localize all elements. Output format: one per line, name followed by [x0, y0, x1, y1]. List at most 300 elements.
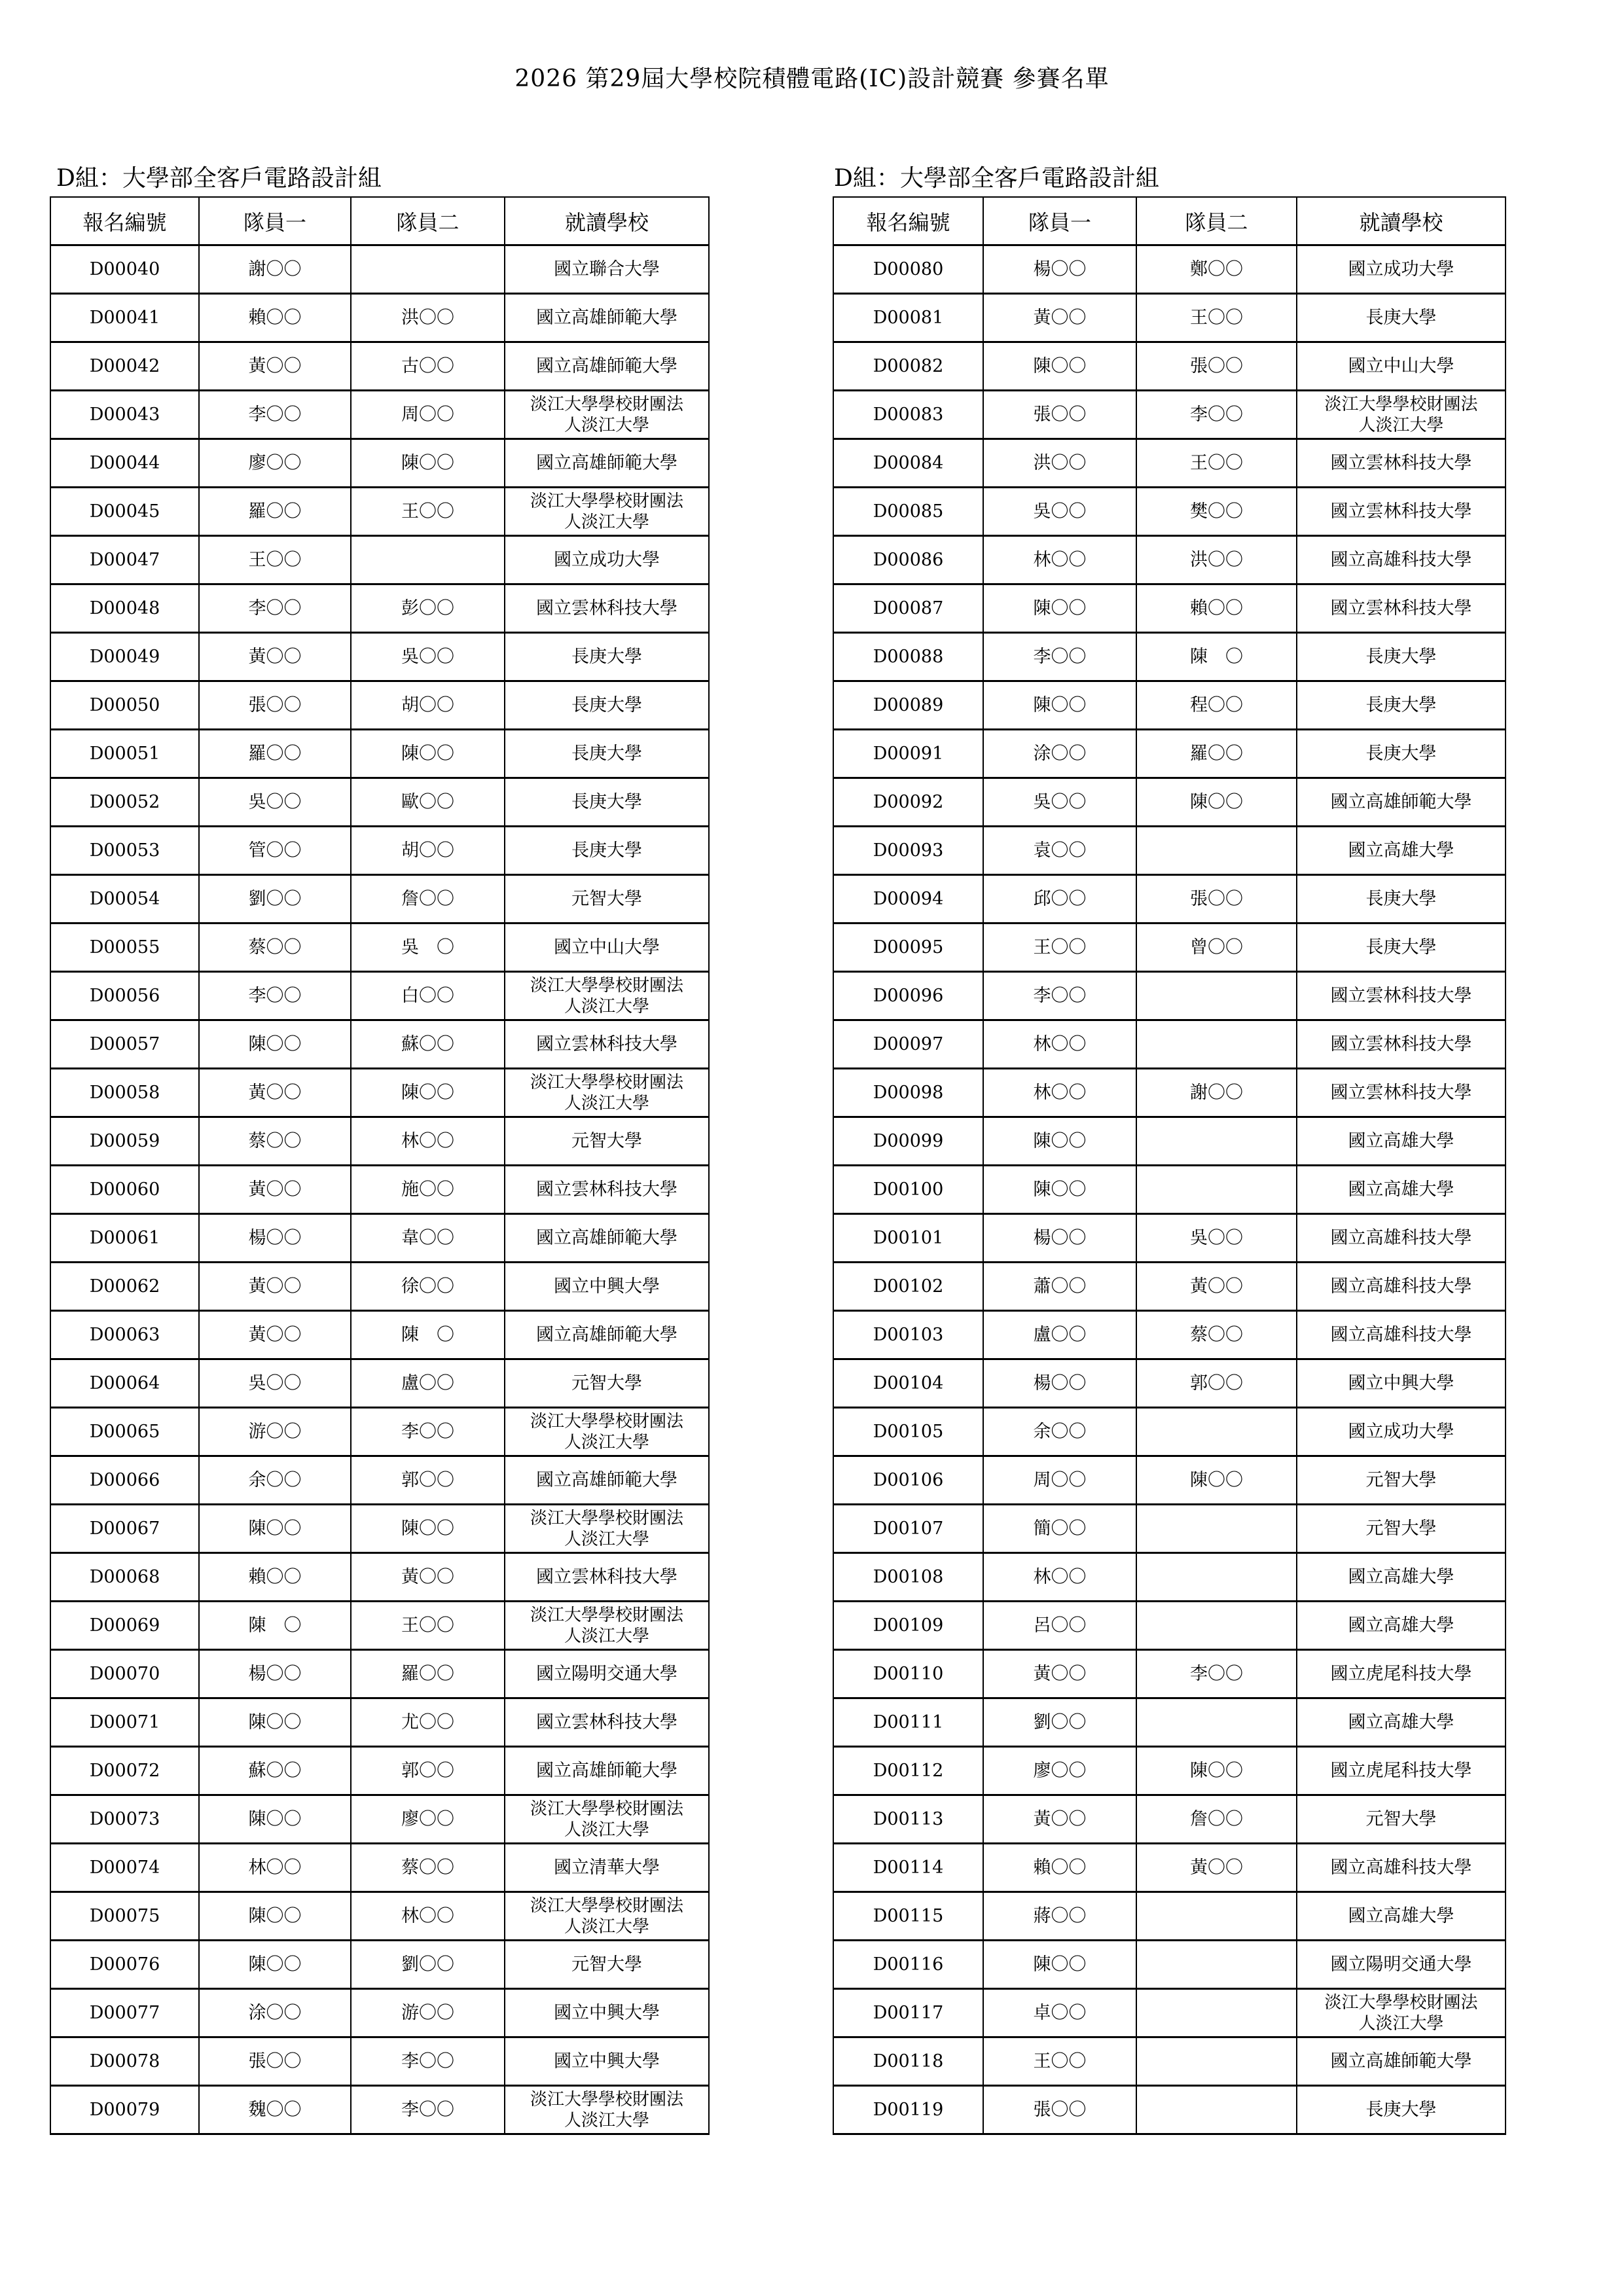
school-cell: 國立雲林科技大學	[505, 1166, 709, 1214]
school-line-2: 人淡江大學	[1358, 415, 1444, 435]
member-one-cell: 吳〇〇	[199, 778, 351, 827]
registration-id-cell: D00095	[833, 924, 983, 972]
table-row	[833, 1359, 1506, 1408]
table-row	[833, 2086, 1506, 2134]
school-line-2: 人淡江大學	[564, 512, 649, 532]
member-two-cell: 韋〇〇	[351, 1214, 505, 1263]
member-one-cell: 陳〇〇	[199, 1892, 351, 1941]
right-table-body	[833, 245, 1506, 2134]
school-cell: 國立高雄師範大學	[505, 1311, 709, 1359]
table-row	[833, 1941, 1506, 1989]
table-row	[833, 875, 1506, 924]
table-row	[833, 1166, 1506, 1214]
member-one-cell: 管〇〇	[199, 827, 351, 875]
registration-id-cell: D00089	[833, 681, 983, 730]
left-group-title: D組：大學部全客戶電路設計組	[56, 165, 382, 192]
member-two-cell: 李〇〇	[351, 2037, 505, 2086]
school-cell: 國立高雄科技大學	[1297, 1311, 1506, 1359]
school-cell: 國立高雄師範大學	[505, 294, 709, 342]
member-one-cell: 黃〇〇	[199, 633, 351, 681]
registration-id-cell: D00050	[50, 681, 199, 730]
registration-id-cell: D00060	[50, 1166, 199, 1214]
member-one-cell: 蔡〇〇	[199, 924, 351, 972]
table-row	[50, 1747, 709, 1795]
registration-id-cell: D00074	[50, 1844, 199, 1892]
member-one-cell: 吳〇〇	[983, 488, 1136, 536]
registration-id-cell: D00084	[833, 439, 983, 488]
table-row	[833, 1892, 1506, 1941]
table-row	[50, 1408, 709, 1456]
table-row	[833, 778, 1506, 827]
registration-id-cell: D00085	[833, 488, 983, 536]
registration-id-cell: D00057	[50, 1020, 199, 1069]
member-one-cell: 林〇〇	[199, 1844, 351, 1892]
table-row	[50, 1214, 709, 1263]
school-cell: 國立雲林科技大學	[1297, 488, 1506, 536]
registration-id-cell: D00073	[50, 1795, 199, 1844]
school-line-2: 人淡江大學	[564, 415, 649, 435]
member-two-cell: 王〇〇	[351, 488, 505, 536]
table-row	[50, 536, 709, 584]
member-two-cell	[351, 536, 505, 584]
school-cell: 長庚大學	[505, 827, 709, 875]
table-row	[50, 633, 709, 681]
table-row	[833, 924, 1506, 972]
table-row	[50, 2037, 709, 2086]
school-cell: 國立成功大學	[1297, 1408, 1506, 1456]
registration-id-cell: D00080	[833, 245, 983, 294]
school-cell: 國立雲林科技大學	[505, 1020, 709, 1069]
member-two-cell: 林〇〇	[351, 1892, 505, 1941]
school-cell	[1297, 391, 1506, 439]
member-two-cell: 鄭〇〇	[1136, 245, 1297, 294]
member-two-cell: 陳〇〇	[1136, 1747, 1297, 1795]
registration-id-cell: D00044	[50, 439, 199, 488]
member-two-cell	[1136, 1941, 1297, 1989]
table-row	[50, 1456, 709, 1505]
table-row	[833, 681, 1506, 730]
school-cell: 長庚大學	[505, 633, 709, 681]
school-cell: 國立高雄師範大學	[1297, 2037, 1506, 2086]
member-two-cell: 彭〇〇	[351, 584, 505, 633]
header-member-two: 隊員二	[1136, 197, 1297, 245]
table-row	[50, 1553, 709, 1602]
member-one-cell: 張〇〇	[199, 681, 351, 730]
school-cell	[505, 1408, 709, 1456]
member-two-cell: 羅〇〇	[1136, 730, 1297, 778]
member-one-cell: 黃〇〇	[199, 1166, 351, 1214]
member-one-cell: 袁〇〇	[983, 827, 1136, 875]
member-two-cell: 陳〇〇	[351, 439, 505, 488]
member-one-cell: 黃〇〇	[199, 1263, 351, 1311]
member-two-cell: 李〇〇	[1136, 391, 1297, 439]
member-two-cell	[1136, 1020, 1297, 1069]
registration-id-cell: D00078	[50, 2037, 199, 2086]
school-cell: 長庚大學	[1297, 924, 1506, 972]
school-cell: 元智大學	[505, 1359, 709, 1408]
member-one-cell: 劉〇〇	[199, 875, 351, 924]
table-row	[50, 827, 709, 875]
table-row	[50, 1359, 709, 1408]
member-one-cell: 陳〇〇	[199, 1020, 351, 1069]
member-two-cell: 陳〇〇	[1136, 1456, 1297, 1505]
registration-id-cell: D00109	[833, 1602, 983, 1650]
member-one-cell: 卓〇〇	[983, 1989, 1136, 2037]
member-two-cell: 蔡〇〇	[1136, 1311, 1297, 1359]
school-cell: 國立高雄師範大學	[505, 342, 709, 391]
member-one-cell: 黃〇〇	[199, 1311, 351, 1359]
member-one-cell: 謝〇〇	[199, 245, 351, 294]
member-one-cell: 陳〇〇	[199, 1941, 351, 1989]
school-cell: 國立高雄科技大學	[1297, 1263, 1506, 1311]
table-row	[50, 1505, 709, 1553]
member-one-cell: 黃〇〇	[199, 1069, 351, 1117]
table-row	[50, 2086, 709, 2134]
member-one-cell: 廖〇〇	[983, 1747, 1136, 1795]
table-row	[833, 1505, 1506, 1553]
member-one-cell: 李〇〇	[983, 972, 1136, 1020]
member-two-cell: 黃〇〇	[1136, 1263, 1297, 1311]
member-two-cell	[1136, 1117, 1297, 1166]
registration-id-cell: D00040	[50, 245, 199, 294]
school-cell: 長庚大學	[505, 778, 709, 827]
school-cell: 國立雲林科技大學	[505, 1698, 709, 1747]
right-roster-table	[833, 196, 1506, 2135]
registration-id-cell: D00118	[833, 2037, 983, 2086]
registration-id-cell: D00069	[50, 1602, 199, 1650]
school-cell: 國立成功大學	[505, 536, 709, 584]
member-one-cell: 楊〇〇	[983, 245, 1136, 294]
member-two-cell	[1136, 1602, 1297, 1650]
school-cell: 元智大學	[505, 875, 709, 924]
member-one-cell: 余〇〇	[199, 1456, 351, 1505]
school-cell: 國立陽明交通大學	[505, 1650, 709, 1698]
table-row	[833, 439, 1506, 488]
school-cell	[505, 2086, 709, 2134]
registration-id-cell: D00115	[833, 1892, 983, 1941]
member-two-cell: 陳〇〇	[351, 1069, 505, 1117]
registration-id-cell: D00104	[833, 1359, 983, 1408]
school-cell: 國立高雄師範大學	[505, 1747, 709, 1795]
school-cell: 國立高雄大學	[1297, 1698, 1506, 1747]
table-row	[50, 1166, 709, 1214]
school-cell: 國立虎尾科技大學	[1297, 1747, 1506, 1795]
school-cell	[505, 1505, 709, 1553]
school-line-2: 人淡江大學	[1358, 2013, 1444, 2034]
school-cell: 長庚大學	[505, 730, 709, 778]
member-two-cell: 謝〇〇	[1136, 1069, 1297, 1117]
school-cell: 長庚大學	[1297, 294, 1506, 342]
member-two-cell: 陳 〇	[351, 1311, 505, 1359]
school-cell: 國立清華大學	[505, 1844, 709, 1892]
member-one-cell: 林〇〇	[983, 536, 1136, 584]
school-cell: 國立聯合大學	[505, 245, 709, 294]
member-two-cell	[1136, 2037, 1297, 2086]
school-cell: 國立高雄大學	[1297, 1117, 1506, 1166]
member-one-cell: 張〇〇	[983, 2086, 1136, 2134]
registration-id-cell: D00043	[50, 391, 199, 439]
header-school: 就讀學校	[1297, 197, 1506, 245]
member-two-cell: 吳 〇	[351, 924, 505, 972]
table-row	[833, 1602, 1506, 1650]
member-one-cell: 賴〇〇	[983, 1844, 1136, 1892]
school-cell: 元智大學	[1297, 1456, 1506, 1505]
member-two-cell: 程〇〇	[1136, 681, 1297, 730]
table-row	[50, 294, 709, 342]
school-cell: 國立中山大學	[505, 924, 709, 972]
member-one-cell: 賴〇〇	[199, 1553, 351, 1602]
member-two-cell: 羅〇〇	[351, 1650, 505, 1698]
member-two-cell	[1136, 1408, 1297, 1456]
member-one-cell: 蔣〇〇	[983, 1892, 1136, 1941]
member-two-cell	[1136, 2086, 1297, 2134]
table-header-row	[50, 197, 709, 245]
registration-id-cell: D00067	[50, 1505, 199, 1553]
school-line-2: 人淡江大學	[564, 1626, 649, 1646]
member-one-cell: 周〇〇	[983, 1456, 1136, 1505]
school-cell: 國立高雄科技大學	[1297, 536, 1506, 584]
table-header-row	[833, 197, 1506, 245]
member-two-cell: 廖〇〇	[351, 1795, 505, 1844]
table-row	[833, 1698, 1506, 1747]
school-cell: 元智大學	[1297, 1505, 1506, 1553]
registration-id-cell: D00049	[50, 633, 199, 681]
member-one-cell: 劉〇〇	[983, 1698, 1136, 1747]
member-two-cell: 張〇〇	[1136, 342, 1297, 391]
registration-id-cell: D00063	[50, 1311, 199, 1359]
school-cell: 國立高雄師範大學	[1297, 778, 1506, 827]
registration-id-cell: D00053	[50, 827, 199, 875]
member-one-cell: 洪〇〇	[983, 439, 1136, 488]
member-one-cell: 李〇〇	[199, 584, 351, 633]
school-line-2: 人淡江大學	[564, 1093, 649, 1113]
registration-id-cell: D00116	[833, 1941, 983, 1989]
member-two-cell: 黃〇〇	[351, 1553, 505, 1602]
member-one-cell: 黃〇〇	[983, 1650, 1136, 1698]
table-row	[833, 972, 1506, 1020]
registration-id-cell: D00082	[833, 342, 983, 391]
registration-id-cell: D00058	[50, 1069, 199, 1117]
table-row	[50, 1650, 709, 1698]
registration-id-cell: D00045	[50, 488, 199, 536]
member-two-cell: 胡〇〇	[351, 681, 505, 730]
table-row	[833, 1020, 1506, 1069]
table-row	[50, 1892, 709, 1941]
school-cell: 國立中興大學	[505, 2037, 709, 2086]
school-line-1: 淡江大學學校財團法	[530, 1508, 683, 1528]
header-member-one: 隊員一	[983, 197, 1136, 245]
table-row	[50, 391, 709, 439]
member-two-cell: 郭〇〇	[1136, 1359, 1297, 1408]
member-two-cell: 吳〇〇	[1136, 1214, 1297, 1263]
school-cell: 國立高雄大學	[1297, 1892, 1506, 1941]
registration-id-cell: D00098	[833, 1069, 983, 1117]
school-cell: 國立成功大學	[1297, 245, 1506, 294]
table-row	[50, 1602, 709, 1650]
school-line-1: 淡江大學學校財團法	[530, 394, 683, 414]
school-cell: 國立高雄大學	[1297, 1166, 1506, 1214]
table-row	[833, 730, 1506, 778]
member-two-cell	[1136, 1892, 1297, 1941]
table-row	[833, 1747, 1506, 1795]
member-two-cell: 李〇〇	[351, 1408, 505, 1456]
member-two-cell: 黃〇〇	[1136, 1844, 1297, 1892]
school-cell: 國立雲林科技大學	[1297, 584, 1506, 633]
member-two-cell	[1136, 1553, 1297, 1602]
school-cell	[505, 1892, 709, 1941]
table-row	[50, 342, 709, 391]
registration-id-cell: D00106	[833, 1456, 983, 1505]
registration-id-cell: D00086	[833, 536, 983, 584]
table-row	[50, 1069, 709, 1117]
member-one-cell: 黃〇〇	[199, 342, 351, 391]
school-cell	[505, 488, 709, 536]
school-cell: 國立高雄大學	[1297, 1602, 1506, 1650]
registration-id-cell: D00072	[50, 1747, 199, 1795]
member-one-cell: 余〇〇	[983, 1408, 1136, 1456]
member-one-cell: 羅〇〇	[199, 730, 351, 778]
registration-id-cell: D00079	[50, 2086, 199, 2134]
member-one-cell: 陳〇〇	[983, 1166, 1136, 1214]
table-row	[50, 924, 709, 972]
member-one-cell: 張〇〇	[199, 2037, 351, 2086]
table-row	[50, 488, 709, 536]
table-row	[50, 681, 709, 730]
header-registration-id: 報名編號	[833, 197, 983, 245]
member-two-cell: 洪〇〇	[1136, 536, 1297, 584]
table-row	[833, 1844, 1506, 1892]
member-one-cell: 王〇〇	[983, 2037, 1136, 2086]
school-cell: 國立虎尾科技大學	[1297, 1650, 1506, 1698]
member-two-cell	[1136, 827, 1297, 875]
table-row	[833, 1989, 1506, 2037]
school-line-1: 淡江大學學校財團法	[530, 1895, 683, 1916]
registration-id-cell: D00048	[50, 584, 199, 633]
school-cell: 國立高雄科技大學	[1297, 1844, 1506, 1892]
registration-id-cell: D00092	[833, 778, 983, 827]
registration-id-cell: D00117	[833, 1989, 983, 2037]
school-line-2: 人淡江大學	[564, 1820, 649, 1840]
member-one-cell: 楊〇〇	[199, 1214, 351, 1263]
registration-id-cell: D00055	[50, 924, 199, 972]
table-row	[833, 1553, 1506, 1602]
school-cell: 長庚大學	[1297, 875, 1506, 924]
table-row	[50, 1263, 709, 1311]
member-one-cell: 涂〇〇	[199, 1989, 351, 2037]
school-cell: 國立高雄師範大學	[505, 1456, 709, 1505]
table-row	[833, 633, 1506, 681]
member-two-cell	[1136, 1505, 1297, 1553]
table-row	[833, 1214, 1506, 1263]
school-cell: 國立高雄大學	[1297, 1553, 1506, 1602]
school-cell: 長庚大學	[1297, 730, 1506, 778]
school-cell: 長庚大學	[505, 681, 709, 730]
member-one-cell: 簡〇〇	[983, 1505, 1136, 1553]
registration-id-cell: D00093	[833, 827, 983, 875]
member-one-cell: 王〇〇	[983, 924, 1136, 972]
member-two-cell: 陳 〇	[1136, 633, 1297, 681]
school-line-1: 淡江大學學校財團法	[530, 491, 683, 511]
member-one-cell: 陳〇〇	[199, 1698, 351, 1747]
table-row	[50, 1941, 709, 1989]
member-one-cell: 李〇〇	[199, 972, 351, 1020]
school-line-1: 淡江大學學校財團法	[530, 1799, 683, 1819]
school-line-1: 淡江大學學校財團法	[530, 2089, 683, 2109]
registration-id-cell: D00061	[50, 1214, 199, 1263]
member-two-cell: 王〇〇	[1136, 294, 1297, 342]
member-two-cell: 詹〇〇	[351, 875, 505, 924]
member-two-cell: 賴〇〇	[1136, 584, 1297, 633]
member-two-cell: 施〇〇	[351, 1166, 505, 1214]
member-one-cell: 李〇〇	[199, 391, 351, 439]
member-two-cell: 吳〇〇	[351, 633, 505, 681]
member-two-cell: 林〇〇	[351, 1117, 505, 1166]
registration-id-cell: D00065	[50, 1408, 199, 1456]
member-two-cell: 陳〇〇	[351, 730, 505, 778]
registration-id-cell: D00108	[833, 1553, 983, 1602]
member-two-cell	[1136, 1166, 1297, 1214]
table-row	[50, 972, 709, 1020]
registration-id-cell: D00096	[833, 972, 983, 1020]
table-row	[833, 1795, 1506, 1844]
table-row	[833, 488, 1506, 536]
member-one-cell: 陳〇〇	[983, 1117, 1136, 1166]
registration-id-cell: D00068	[50, 1553, 199, 1602]
school-cell	[505, 1795, 709, 1844]
registration-id-cell: D00052	[50, 778, 199, 827]
member-one-cell: 陳〇〇	[199, 1795, 351, 1844]
header-school: 就讀學校	[505, 197, 709, 245]
table-row	[50, 1117, 709, 1166]
school-cell: 國立高雄大學	[1297, 827, 1506, 875]
table-row	[50, 1020, 709, 1069]
school-cell: 國立雲林科技大學	[1297, 439, 1506, 488]
table-row	[50, 1844, 709, 1892]
member-two-cell: 白〇〇	[351, 972, 505, 1020]
member-one-cell: 陳〇〇	[983, 681, 1136, 730]
member-one-cell: 盧〇〇	[983, 1311, 1136, 1359]
registration-id-cell: D00094	[833, 875, 983, 924]
member-one-cell: 黃〇〇	[983, 294, 1136, 342]
registration-id-cell: D00119	[833, 2086, 983, 2134]
registration-id-cell: D00107	[833, 1505, 983, 1553]
school-cell	[1297, 1989, 1506, 2037]
member-two-cell: 陳〇〇	[351, 1505, 505, 1553]
school-cell	[505, 1602, 709, 1650]
member-two-cell	[1136, 1989, 1297, 2037]
registration-id-cell: D00070	[50, 1650, 199, 1698]
table-row	[833, 342, 1506, 391]
registration-id-cell: D00113	[833, 1795, 983, 1844]
left-roster-table	[50, 196, 710, 2135]
header-member-one: 隊員一	[199, 197, 351, 245]
school-cell	[505, 1069, 709, 1117]
school-cell: 長庚大學	[1297, 2086, 1506, 2134]
table-row	[50, 245, 709, 294]
right-group-title: D組：大學部全客戶電路設計組	[834, 165, 1159, 192]
member-one-cell: 涂〇〇	[983, 730, 1136, 778]
member-one-cell: 吳〇〇	[199, 1359, 351, 1408]
member-two-cell: 王〇〇	[351, 1602, 505, 1650]
member-one-cell: 游〇〇	[199, 1408, 351, 1456]
school-line-1: 淡江大學學校財團法	[530, 1072, 683, 1092]
registration-id-cell: D00091	[833, 730, 983, 778]
member-one-cell: 羅〇〇	[199, 488, 351, 536]
school-line-2: 人淡江大學	[564, 1916, 649, 1937]
member-one-cell: 楊〇〇	[199, 1650, 351, 1698]
header-member-two: 隊員二	[351, 197, 505, 245]
registration-id-cell: D00103	[833, 1311, 983, 1359]
